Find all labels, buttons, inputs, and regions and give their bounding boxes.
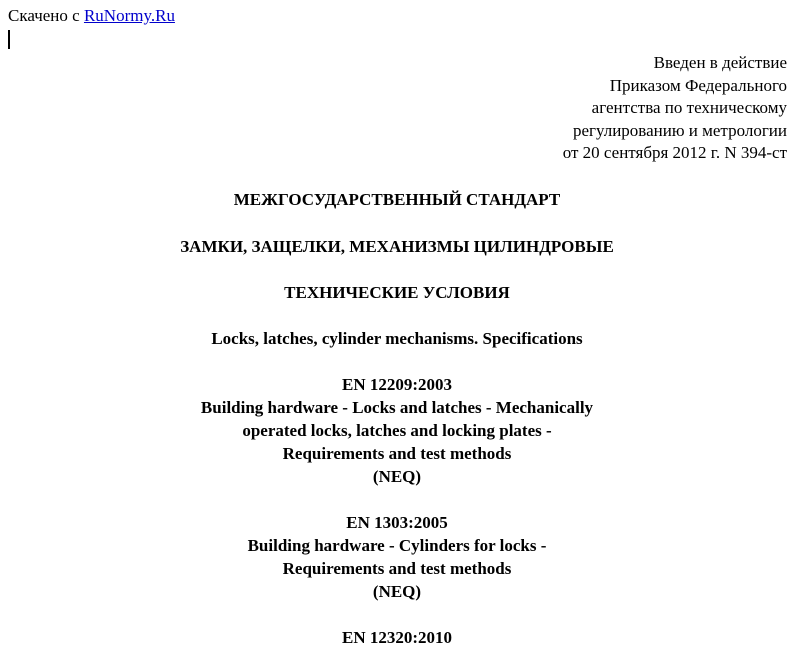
reference-title-line: Requirements and test methods <box>282 444 512 463</box>
reference-title-line: Building hardware - Locks and latches - Mechanically <box>200 398 594 417</box>
reference-title-line: Building hardware - Cylinders for locks - <box>247 536 547 555</box>
enactment-line: агентства по техническому <box>591 98 787 118</box>
enactment-line: от 20 сентября 2012 г. N 394-ст <box>562 143 787 163</box>
reference-equivalence: (NEQ) <box>372 467 422 486</box>
download-source-line <box>8 5 175 27</box>
standard-type-heading: МЕЖГОСУДАРСТВЕННЫЙ СТАНДАРТ <box>233 190 561 209</box>
enactment-line: регулированию и метрологии <box>572 120 787 140</box>
english-title: Locks, latches, cylinder mechanisms. Specifications <box>211 329 583 348</box>
reference-title-line: operated locks, latches and locking plates - <box>242 421 552 440</box>
reference-code: EN 1303:2005 <box>346 513 448 532</box>
reference-code: EN 12209:2003 <box>341 375 453 394</box>
enactment-line: Приказом Федерального <box>609 75 787 95</box>
reference-en-1303 <box>0 511 794 603</box>
reference-code: EN 12320:2010 <box>341 628 453 647</box>
reference-en-12209 <box>0 373 794 488</box>
document-title: ЗАМКИ, ЗАЩЕЛКИ, МЕХАНИЗМЫ ЦИЛИНДРОВЫЕ <box>180 237 614 256</box>
text-cursor <box>8 30 10 49</box>
download-prefix: Скачено с <box>8 6 84 25</box>
enactment-block <box>563 52 787 165</box>
enactment-line: Введен в действие <box>653 53 787 72</box>
document-subtitle: ТЕХНИЧЕСКИЕ УСЛОВИЯ <box>284 283 510 302</box>
reference-equivalence: (NEQ) <box>372 582 422 601</box>
reference-title-line: Requirements and test methods <box>282 559 512 578</box>
runormy-link[interactable]: RuNormy.Ru <box>83 6 175 25</box>
